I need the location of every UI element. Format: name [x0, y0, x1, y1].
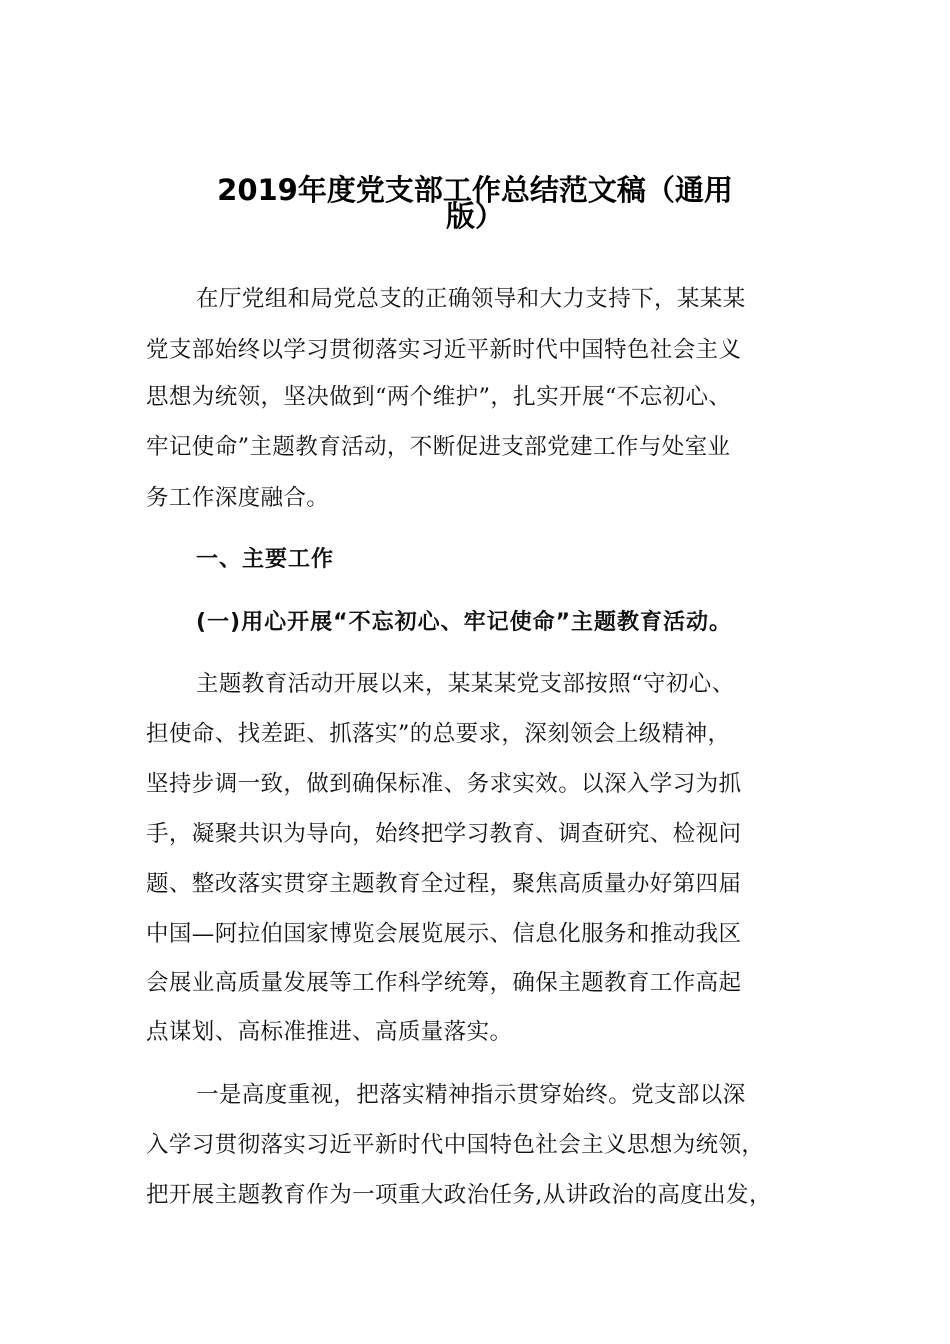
- paragraph-3-line-1: 一是高度重视，把落实精神指示贯穿始终。党支部以深: [196, 1082, 746, 1108]
- paragraph-1-line-4: 牢记使命”主题教育活动，不断促进支部党建工作与处室业: [146, 434, 731, 460]
- subsection-heading-theme-education: (一)用心开展“不忘初心、牢记使命”主题教育活动。: [196, 610, 733, 635]
- paragraph-3-line-2: 入学习贯彻落实习近平新时代中国特色社会主义思想为统领，: [146, 1132, 765, 1158]
- paragraph-1-line-3: 思想为统领，坚决做到“两个维护”，扎实开展“不忘初心、: [146, 384, 732, 410]
- paragraph-1-line-2: 党支部始终以学习贯彻落实习近平新时代中国特色社会主义: [146, 337, 742, 363]
- section-heading-main-work: 一、主要工作: [196, 547, 335, 572]
- paragraph-3-line-3: 把开展主题教育作为一项重大政治任务,从讲政治的高度出发，: [146, 1182, 772, 1208]
- paragraph-2-line-5: 题、整改落实贯穿主题教育全过程，聚焦高质量办好第四届: [146, 871, 742, 897]
- paragraph-2-line-8: 点谋划、高标准推进、高质量落实。: [146, 1019, 513, 1045]
- paragraph-2-line-6: 中国—阿拉伯国家博览会展览展示、信息化服务和推动我区: [146, 921, 742, 947]
- paragraph-2-line-7: 会展业高质量发展等工作科学统筹，确保主题教育工作高起: [146, 970, 742, 996]
- document-title-line-2: 版）: [445, 199, 504, 233]
- paragraph-2-line-2: 担使命、找差距、抓落实”的总要求，深刻领会上级精神，: [146, 721, 731, 747]
- paragraph-1-line-1: 在厅党组和局党总支的正确领导和大力支持下，某某某: [196, 286, 746, 312]
- paragraph-1-line-5: 务工作深度融合。: [146, 485, 330, 511]
- paragraph-2-line-4: 手，凝聚共识为导向，始终把学习教育、调查研究、检视问: [146, 821, 742, 847]
- document-title-line-1: 2019年度党支部工作总结范文稿（通用: [217, 173, 733, 207]
- paragraph-2-line-1: 主题教育活动开展以来，某某某党支部按照“守初心、: [196, 671, 735, 697]
- paragraph-2-line-3: 坚持步调一致，做到确保标准、务求实效。以深入学习为抓: [146, 771, 742, 797]
